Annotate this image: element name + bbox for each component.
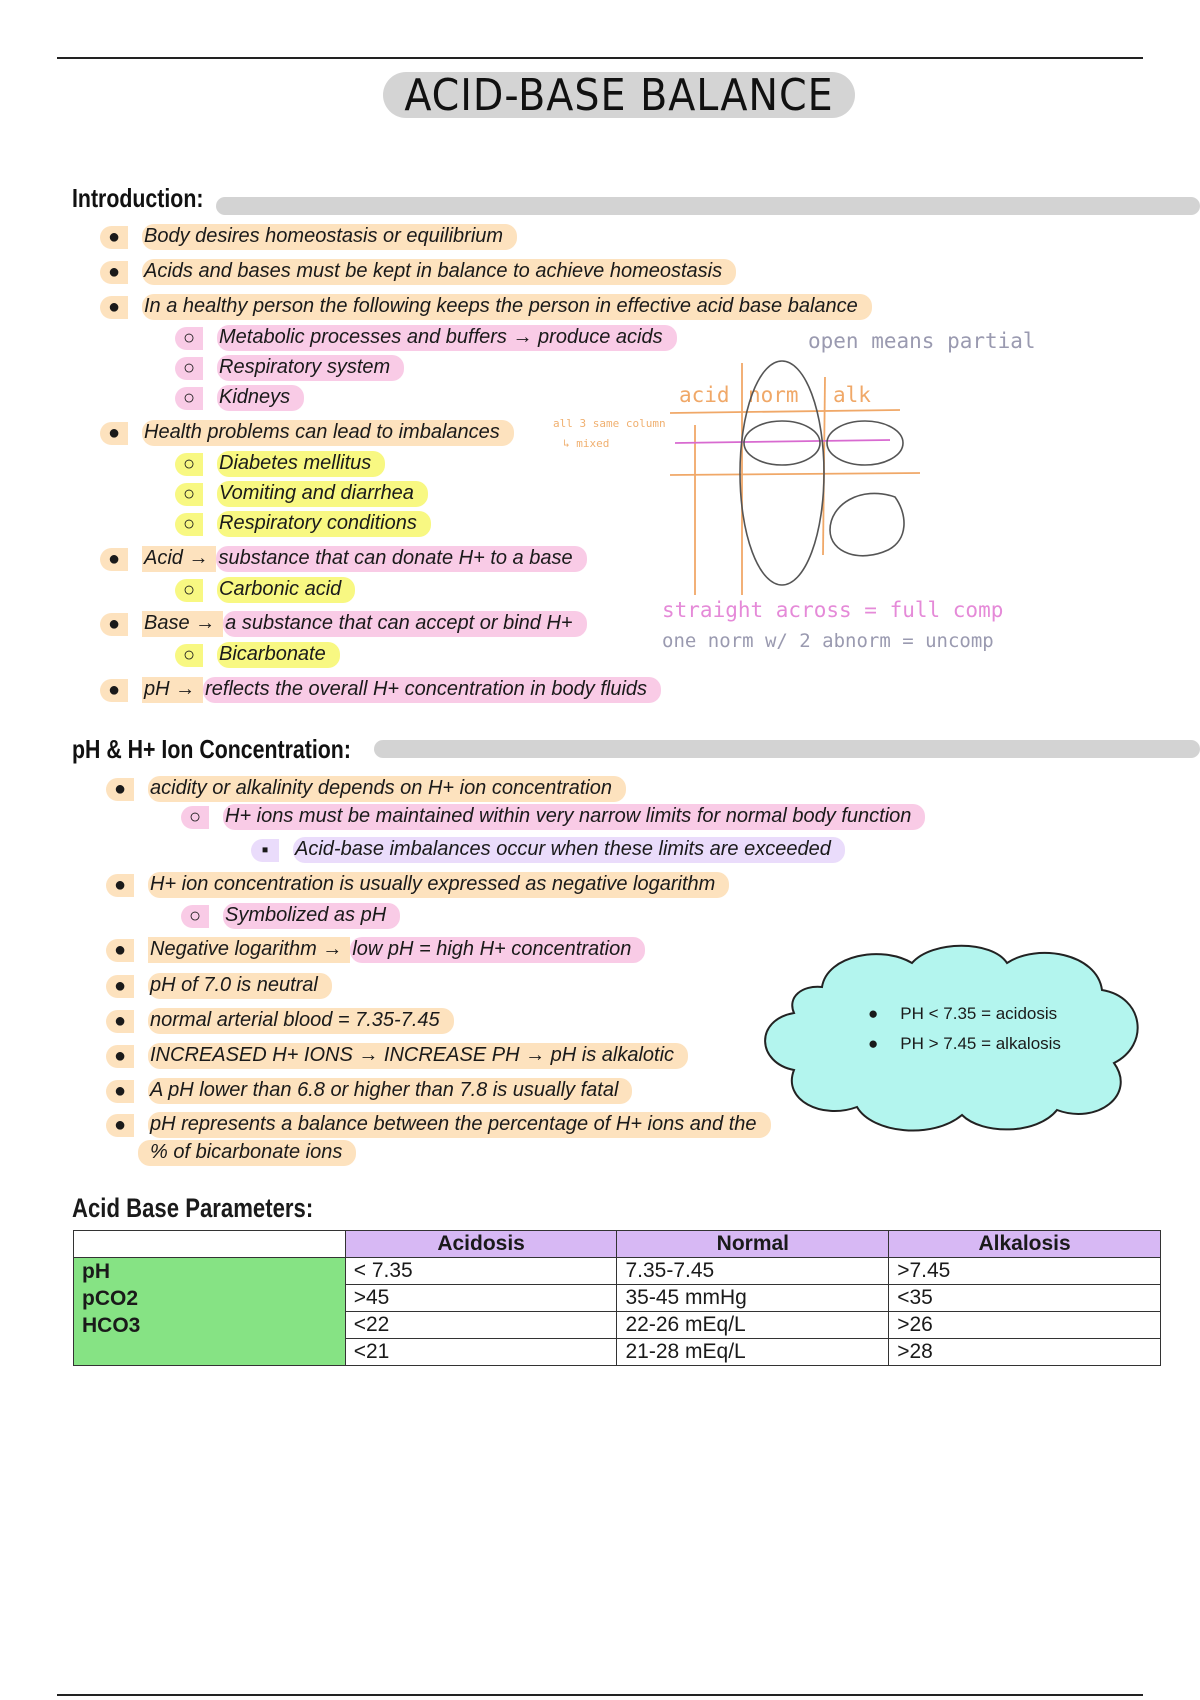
params-heading: Acid Base Parameters: [72, 1193, 314, 1223]
col-normal: Normal [617, 1231, 889, 1258]
label-hco3: HCO3 [82, 1314, 141, 1337]
list-item: ● Negative logarithm → low pH = high H+ concentration [106, 937, 645, 963]
intro-heading-bar [216, 197, 1200, 215]
table-cell: 7.35-7.45 [617, 1258, 889, 1285]
ph-heading: pH & H+ Ion Concentration: [72, 734, 351, 764]
list-item: ● INCREASED H+ IONS → INCREASE PH → pH is alkalotic [106, 1043, 688, 1069]
intro-heading: Introduction: [72, 183, 204, 213]
list-item: ○ Symbolized as pH [181, 903, 400, 929]
cloud-bullet-alkalosis: ● PH > 7.45 = alkalosis [868, 1034, 1061, 1053]
row-labels [74, 1258, 346, 1366]
table-cell: >7.45 [889, 1258, 1161, 1285]
handwritten-col-norm: norm [748, 383, 799, 407]
table-cell: <21 [345, 1339, 617, 1366]
table-cell: 21-28 mEq/L [617, 1339, 889, 1366]
handwritten-note-one-norm: one norm w/ 2 abnorm = uncomp [662, 630, 994, 652]
table-cell: >45 [345, 1285, 617, 1312]
list-item: ○ Metabolic processes and buffers → produce acids [175, 325, 677, 351]
label-pco2: pCO2 [82, 1287, 139, 1310]
list-item: ● normal arterial blood = 7.35-7.45 [106, 1008, 454, 1034]
cloud-bullet-acidosis: ● PH < 7.35 = acidosis [868, 1004, 1058, 1023]
col-acidosis: Acidosis [345, 1231, 617, 1258]
list-item: ● Body desires homeostasis or equilibrium [100, 224, 517, 250]
list-item: ○ H+ ions must be maintained within very narrow limits for normal body function [181, 804, 925, 830]
list-item: ○ Carbonic acid [175, 577, 355, 603]
top-rule [57, 57, 1143, 59]
list-item: ○ Respiratory conditions [175, 511, 431, 537]
ph-heading-bar [374, 740, 1200, 758]
handwritten-col-alk: alk [833, 383, 871, 407]
list-item: ○ Diabetes mellitus [175, 451, 385, 477]
list-item: ● H+ ion concentration is usually expressed as negative logarithm [106, 872, 729, 898]
list-item: ● pH of 7.0 is neutral [106, 973, 332, 999]
table-cell: >28 [889, 1339, 1161, 1366]
table-corner [74, 1231, 346, 1258]
list-item: ● Base → a substance that can accept or bind H+ [100, 611, 587, 637]
label-ph: pH [82, 1260, 110, 1283]
list-item: ● Acids and bases must be kept in balance to achieve homeostasis [100, 259, 736, 285]
list-item: ● pH represents a balance between the percentage of H+ ions and the [106, 1112, 771, 1138]
params-table [73, 1230, 1161, 1366]
list-item: ● Acid → substance that can donate H+ to a base [100, 546, 587, 572]
handwritten-note-mixed: ↳ mixed [563, 437, 610, 450]
handwritten-note-straight: straight across = full comp [662, 598, 1004, 622]
table-cell: < 7.35 [345, 1258, 617, 1285]
handwritten-note-open: open means partial [808, 329, 1036, 353]
table-row [74, 1258, 1161, 1285]
handwritten-grid-diagram [650, 355, 940, 605]
list-item: ○ Respiratory system [175, 355, 404, 381]
table-header-row [74, 1231, 1161, 1258]
table-cell: <35 [889, 1285, 1161, 1312]
list-item: ○ Bicarbonate [175, 642, 340, 668]
table-cell: 22-26 mEq/L [617, 1312, 889, 1339]
table-cell: >26 [889, 1312, 1161, 1339]
list-item: ● Health problems can lead to imbalances [100, 420, 514, 446]
page-title: ACID-BASE BALANCE [404, 70, 834, 121]
list-item: ● In a healthy person the following keeps the person in effective acid base balance [100, 294, 872, 320]
list-item: ● acidity or alkalinity depends on H+ ion concentration [106, 776, 626, 802]
table-cell: <22 [345, 1312, 617, 1339]
list-item: ● pH → reflects the overall H+ concentration in body fluids [100, 677, 661, 703]
list-item: ○ Kidneys [175, 385, 304, 411]
col-alkalosis: Alkalosis [889, 1231, 1161, 1258]
bottom-rule [57, 1694, 1143, 1696]
handwritten-note-all3: all 3 same column [553, 417, 666, 430]
list-item: ○ Vomiting and diarrhea [175, 481, 428, 507]
list-item: ▪ Acid-base imbalances occur when these limits are exceeded [251, 837, 845, 863]
table-cell: 35-45 mmHg [617, 1285, 889, 1312]
list-item: ● A pH lower than 6.8 or higher than 7.8 is usually fatal [106, 1078, 632, 1104]
list-item-continuation: % of bicarbonate ions [138, 1140, 356, 1166]
handwritten-col-acid: acid [679, 383, 730, 407]
